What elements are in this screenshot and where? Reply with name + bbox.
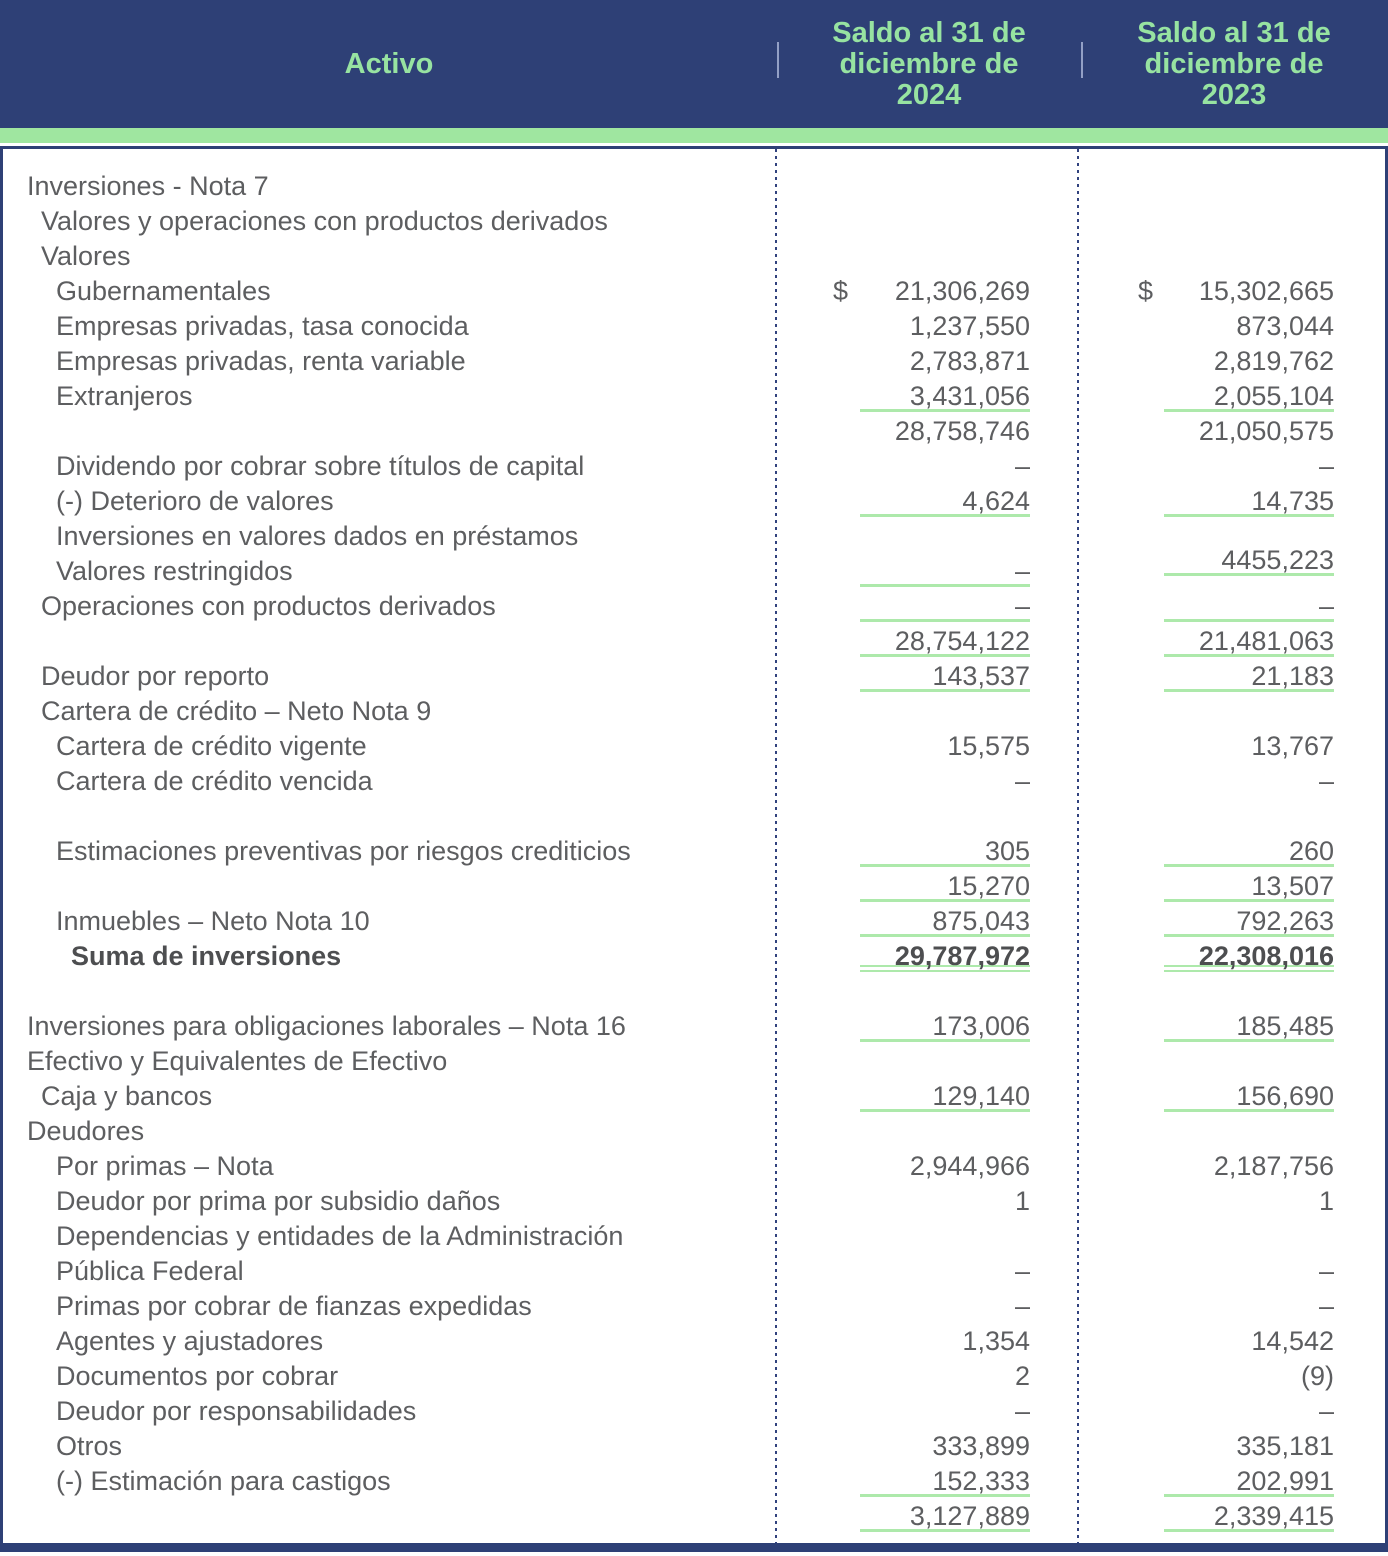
cell-2024 — [778, 1114, 1080, 1149]
currency-symbol: $ — [1138, 276, 1154, 306]
table-header — [0, 0, 1388, 128]
row-label: Deudor por responsabilidades — [56, 1396, 417, 1426]
cell-2024 — [778, 169, 1080, 204]
cell-2023 — [1080, 729, 1385, 764]
value-2023: 15,302,665 — [1198, 276, 1334, 306]
row-label: Cartera de crédito vencida — [56, 766, 373, 796]
table-row — [3, 1044, 1385, 1079]
cell-2023 — [1080, 169, 1385, 204]
row-label: Inversiones - Nota 7 — [27, 171, 269, 201]
cell-2024 — [778, 659, 1080, 694]
row-label: Dividendo por cobrar sobre títulos de capital — [56, 451, 585, 481]
table-row — [3, 1359, 1385, 1394]
table-row — [3, 904, 1385, 939]
header-label-2024: Saldo al 31 de diciembre de 2024 — [832, 16, 1026, 111]
cell-2023 — [1080, 545, 1385, 589]
table-row — [3, 834, 1385, 869]
row-label: Gubernamentales — [56, 276, 271, 306]
cell-2023 — [1080, 694, 1385, 729]
value-2023: 21,183 — [1164, 661, 1334, 692]
cell-2023 — [1080, 1429, 1385, 1464]
cell-2024 — [778, 1044, 1080, 1079]
cell-2024 — [778, 344, 1080, 379]
value-2024: – — [1014, 451, 1030, 481]
cell-2024 — [778, 1219, 1080, 1254]
row-label: Deudor por reporto — [41, 661, 270, 691]
value-2024: 28,758,746 — [894, 416, 1030, 446]
value-2024: 3,431,056 — [860, 381, 1030, 412]
value-2024: 173,006 — [860, 1011, 1030, 1042]
cell-2023 — [1080, 1289, 1385, 1324]
cell-2023 — [1080, 589, 1385, 624]
table-row — [3, 1009, 1385, 1044]
row-label: Inversiones en valores dados en préstamos — [56, 521, 579, 551]
cell-2024 — [778, 309, 1080, 344]
cell-2023 — [1080, 239, 1385, 274]
table-row — [3, 1079, 1385, 1114]
value-2023: 185,485 — [1164, 1011, 1334, 1042]
cell-2024 — [778, 1254, 1080, 1289]
value-2024: 3,127,889 — [860, 1501, 1030, 1532]
cell-2024 — [778, 974, 1080, 1009]
cell-2024 — [778, 1359, 1080, 1394]
row-label: Cartera de crédito – Neto Nota 9 — [41, 696, 432, 726]
value-2023: 2,339,415 — [1164, 1501, 1334, 1532]
table-row — [3, 974, 1385, 1009]
value-2023: (9) — [1301, 1361, 1334, 1391]
currency-symbol: $ — [833, 276, 849, 306]
table-row — [3, 1114, 1385, 1149]
value-2024: 305 — [860, 836, 1030, 867]
row-label: Inversiones para obligaciones laborales – Nota 16 — [27, 1011, 626, 1041]
row-label: Deudores — [27, 1116, 145, 1146]
cell-2023 — [1080, 274, 1385, 309]
value-2023: 21,481,063 — [1164, 626, 1334, 657]
value-2023: 13,507 — [1164, 871, 1334, 902]
cell-2024 — [778, 519, 1080, 554]
value-2024: – — [1014, 1291, 1030, 1321]
cell-2024 — [778, 1079, 1080, 1114]
cell-2023 — [1080, 1394, 1385, 1429]
table-row — [3, 449, 1385, 484]
table-row — [3, 729, 1385, 764]
value-2023: – — [1318, 766, 1334, 796]
value-2024: – — [1014, 1256, 1030, 1286]
row-label — [3, 414, 778, 449]
table-row — [3, 1254, 1385, 1289]
cell-2023 — [1080, 1324, 1385, 1359]
row-label: Agentes y ajustadores — [56, 1326, 324, 1356]
row-label: Por primas – Nota — [56, 1151, 274, 1181]
row-label: Cartera de crédito vigente — [56, 731, 367, 761]
value-2024: – — [1014, 1396, 1030, 1426]
cell-2024 — [778, 554, 1080, 589]
cell-2024 — [778, 869, 1080, 904]
cell-2024 — [778, 834, 1080, 869]
row-label: Operaciones con productos derivados — [41, 591, 496, 621]
row-label: (-) Estimación para castigos — [56, 1466, 391, 1496]
table-row — [3, 344, 1385, 379]
cell-2023 — [1080, 834, 1385, 869]
cell-2023 — [1080, 414, 1385, 449]
header-column-2024 — [778, 0, 1080, 128]
table-row — [3, 659, 1385, 694]
row-label: Deudor por prima por subsidio daños — [56, 1186, 501, 1216]
row-label: Extranjeros — [56, 381, 193, 411]
value-2024: 152,333 — [860, 1466, 1030, 1497]
table-row — [3, 589, 1385, 624]
table-row — [3, 239, 1385, 274]
cell-2023 — [1080, 1359, 1385, 1394]
cell-2024 — [778, 1009, 1080, 1044]
table-row — [3, 1324, 1385, 1359]
value-2024: 1,237,550 — [909, 311, 1030, 341]
value-2023: 14,542 — [1251, 1326, 1334, 1356]
value-2023: 4455,223 — [1164, 545, 1334, 576]
value-2024: 4,624 — [860, 486, 1030, 517]
value-2023: 14,735 — [1164, 486, 1334, 517]
table-row — [3, 545, 1385, 589]
value-2024: 15,270 — [860, 871, 1030, 902]
table-row — [3, 1499, 1385, 1534]
table-row — [3, 1149, 1385, 1184]
cell-2023 — [1080, 309, 1385, 344]
value-2023: 202,991 — [1164, 1466, 1334, 1497]
value-2023: 335,181 — [1236, 1431, 1334, 1461]
row-label: Efectivo y Equivalentes de Efectivo — [27, 1046, 448, 1076]
cell-2023 — [1080, 904, 1385, 939]
cell-2023 — [1080, 1009, 1385, 1044]
row-label: Documentos por cobrar — [56, 1361, 339, 1391]
row-label: Primas por cobrar de fianzas expedidas — [56, 1291, 532, 1321]
table-row — [3, 1394, 1385, 1429]
value-2024: 333,899 — [932, 1431, 1030, 1461]
value-2023: 2,819,762 — [1213, 346, 1334, 376]
table-row — [3, 1219, 1385, 1254]
value-2024: 143,537 — [860, 661, 1030, 692]
table-row — [3, 799, 1385, 834]
value-2024: 21,306,269 — [894, 276, 1030, 306]
row-label: Suma de inversiones — [71, 941, 342, 971]
row-label: Pública Federal — [56, 1256, 244, 1286]
cell-2023 — [1080, 204, 1385, 239]
table-row — [3, 414, 1385, 449]
cell-2024 — [778, 449, 1080, 484]
value-2023: 260 — [1164, 836, 1334, 867]
value-2023: 2,055,104 — [1164, 381, 1334, 412]
value-2023: 792,263 — [1164, 906, 1334, 937]
table-row — [3, 1429, 1385, 1464]
value-2023: – — [1318, 451, 1334, 481]
cell-2023 — [1080, 939, 1385, 974]
value-2024: 2,783,871 — [909, 346, 1030, 376]
cell-2024 — [778, 1289, 1080, 1324]
row-label: Inmuebles – Neto Nota 10 — [56, 906, 370, 936]
row-label — [3, 799, 778, 834]
row-label: Valores restringidos — [56, 556, 293, 586]
cell-2023 — [1080, 624, 1385, 659]
cell-2023 — [1080, 449, 1385, 484]
cell-2023 — [1080, 484, 1385, 519]
value-2023: – — [1318, 1291, 1334, 1321]
value-2023: 156,690 — [1164, 1081, 1334, 1112]
value-2023: 22,308,016 — [1164, 941, 1334, 972]
cell-2023 — [1080, 1499, 1385, 1534]
value-2023: 873,044 — [1236, 311, 1334, 341]
cell-2024 — [778, 239, 1080, 274]
value-2023: 1 — [1318, 1186, 1334, 1216]
value-2024: – — [860, 591, 1030, 622]
cell-2023 — [1080, 1079, 1385, 1114]
header-column-activo — [0, 0, 778, 128]
value-2024: 29,787,972 — [860, 941, 1030, 972]
row-label: Estimaciones preventivas por riesgos crediticios — [56, 836, 631, 866]
row-label — [3, 974, 778, 1009]
table-row — [3, 869, 1385, 904]
value-2023: 2,187,756 — [1213, 1151, 1334, 1181]
table-row — [3, 204, 1385, 239]
value-2023: – — [1164, 591, 1334, 622]
row-label: Otros — [56, 1431, 123, 1461]
cell-2024 — [778, 694, 1080, 729]
row-label: (-) Deterioro de valores — [56, 486, 334, 516]
header-column-2023 — [1080, 0, 1388, 128]
row-label: Valores y operaciones con productos derivados — [41, 206, 608, 236]
cell-2023 — [1080, 1184, 1385, 1219]
value-2023: – — [1318, 1396, 1334, 1426]
header-label-activo: Activo — [344, 47, 434, 80]
table-row — [3, 379, 1385, 414]
cell-2024 — [778, 729, 1080, 764]
table-row — [3, 694, 1385, 729]
cell-2024 — [778, 1324, 1080, 1359]
row-label: Valores — [41, 241, 131, 271]
cell-2024 — [778, 939, 1080, 974]
row-label — [3, 624, 778, 659]
row-label: Empresas privadas, renta variable — [56, 346, 466, 376]
table-rows — [3, 169, 1385, 1534]
value-2023: – — [1318, 1256, 1334, 1286]
cell-2024 — [778, 764, 1080, 799]
value-2024: 129,140 — [860, 1081, 1030, 1112]
cell-2024 — [778, 624, 1080, 659]
cell-2024 — [778, 484, 1080, 519]
cell-2023 — [1080, 379, 1385, 414]
value-2024: 2,944,966 — [909, 1151, 1030, 1181]
cell-2023 — [1080, 1044, 1385, 1079]
row-label — [3, 869, 778, 904]
value-2023: 13,767 — [1251, 731, 1334, 761]
table-row — [3, 274, 1385, 309]
cell-2023 — [1080, 974, 1385, 1009]
value-2024: 2 — [1014, 1361, 1030, 1391]
cell-2023 — [1080, 659, 1385, 694]
table-row — [3, 764, 1385, 799]
cell-2024 — [778, 1429, 1080, 1464]
cell-2023 — [1080, 799, 1385, 834]
table-row — [3, 169, 1385, 204]
table-row — [3, 309, 1385, 344]
table-row — [3, 1289, 1385, 1324]
cell-2024 — [778, 1499, 1080, 1534]
table-row — [3, 624, 1385, 659]
value-2024: 875,043 — [860, 906, 1030, 937]
value-2023: 21,050,575 — [1198, 416, 1334, 446]
value-2024: 1 — [1014, 1186, 1030, 1216]
row-label: Empresas privadas, tasa conocida — [56, 311, 469, 341]
value-2024: – — [1014, 766, 1030, 796]
cell-2023 — [1080, 1219, 1385, 1254]
cell-2024 — [778, 1464, 1080, 1499]
cell-2024 — [778, 799, 1080, 834]
table-row — [3, 939, 1385, 974]
row-label: Dependencias y entidades de la Administración — [56, 1221, 624, 1251]
value-2024: 1,354 — [962, 1326, 1030, 1356]
value-2024: – — [860, 556, 1030, 587]
cell-2023 — [1080, 764, 1385, 799]
cell-2023 — [1080, 1114, 1385, 1149]
row-label: Caja y bancos — [41, 1081, 213, 1111]
cell-2024 — [778, 204, 1080, 239]
row-label — [3, 1499, 778, 1534]
cell-2024 — [778, 589, 1080, 624]
cell-2023 — [1080, 344, 1385, 379]
table-row — [3, 1184, 1385, 1219]
cell-2024 — [778, 274, 1080, 309]
cell-2024 — [778, 414, 1080, 449]
cell-2023 — [1080, 869, 1385, 904]
cell-2024 — [778, 1394, 1080, 1429]
green-divider-bar — [0, 128, 1388, 143]
cell-2023 — [1080, 1254, 1385, 1289]
financial-table — [0, 146, 1388, 1552]
cell-2023 — [1080, 1464, 1385, 1499]
table-row — [3, 484, 1385, 519]
table-row — [3, 1464, 1385, 1499]
cell-2024 — [778, 1149, 1080, 1184]
cell-2023 — [1080, 1149, 1385, 1184]
header-label-2023: Saldo al 31 de diciembre de 2023 — [1137, 16, 1331, 111]
cell-2024 — [778, 379, 1080, 414]
value-2024: 28,754,122 — [860, 626, 1030, 657]
cell-2024 — [778, 1184, 1080, 1219]
value-2024: 15,575 — [947, 731, 1030, 761]
cell-2024 — [778, 904, 1080, 939]
